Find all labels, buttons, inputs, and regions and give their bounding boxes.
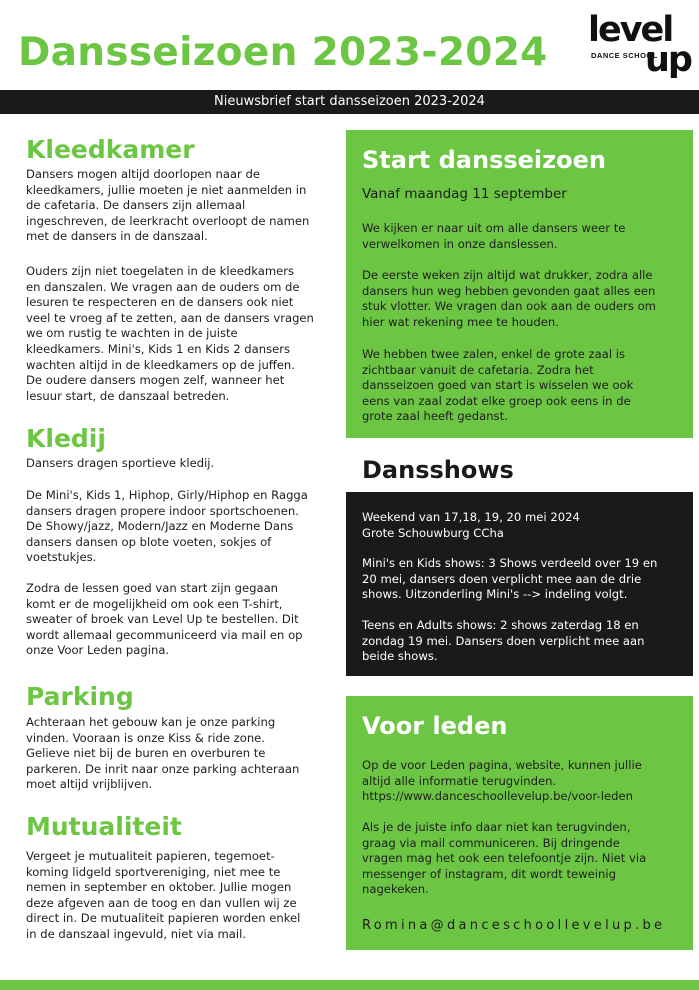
heading-kledij: Kledij <box>26 424 106 453</box>
dansshows-box <box>346 492 693 676</box>
logo-word-up: up <box>645 40 691 80</box>
kledij-paragraph-2: De Mini's, Kids 1, Hiphop, Girly/Hiphop en Ragga dansers dragen propere indoor sportschoenen. De Showy/jazz, Modern/Jazz en Moderne Dans dansers dansen op blote voeten, sokjes of voetstukjes. <box>26 488 308 565</box>
kleedkamer-paragraph-1: Dansers mogen altijd doorlopen naar de kleedkamers, jullie moeten je niet aanmelden in de cafetaria. De dansers zijn allemaal ingeschreven, de leerkracht overloopt de namen met de dansers in de danszaal. <box>26 167 310 244</box>
newsletter-banner: Nieuwsbrief start dansseizoen 2023-2024 <box>0 90 699 114</box>
shows-paragraph-3: Teens en Adults shows: 2 shows zaterdag 18 en zondag 19 mei. Dansers doen verplicht mee aan beide shows. <box>362 618 645 664</box>
start-dansseizoen-heading: Start dansseizoen <box>362 146 606 174</box>
start-paragraph-3: We hebben twee zalen, enkel de grote zaal is zichtbaar vanuit de cafetaria. Zodra het dansseizoen goed van start is wisselen we ook eens van zaal zodat elke groep ook eens in de grote zaal heeft gedanst. <box>362 347 634 424</box>
level-up-logo <box>588 10 691 82</box>
leden-paragraph-2: Als je de juiste info daar niet kan terugvinden, graag via mail communiceren. Bij dringende vragen mag het ook een telefoontje zijn. Niet via messenger of instagram, dit wordt teweinig nagekeken. <box>362 820 647 897</box>
voor-leden-heading: Voor leden <box>362 712 508 740</box>
start-dansseizoen-date: Vanaf maandag 11 september <box>362 186 567 202</box>
start-dansseizoen-box <box>346 130 693 438</box>
page-title: Dansseizoen 2023-2024 <box>18 30 548 75</box>
shows-paragraph-2: Mini's en Kids shows: 3 Shows verdeeld over 19 en 20 mei, dansers doen verplicht mee aan de drie shows. Uitzonderling Mini's --> indeling volgt. <box>362 556 658 602</box>
kledij-paragraph-3: Zodra de lessen goed van start zijn gegaan komt er de mogelijkheid om ook een T-shirt, sweater of broek van Level Up te bestellen. Dit wordt allemaal gecommuniceerd via mail en op onze Voor Leden pagina. <box>26 581 303 658</box>
footer-bar <box>0 980 699 990</box>
leden-paragraph-1: Op de voor Leden pagina, website, kunnen jullie altijd alle informatie terugvinden. https://www.danceschoollevelup.be/voor-leden <box>362 758 642 804</box>
shows-paragraph-1: Weekend van 17,18, 19, 20 mei 2024 Grote Schouwburg CCha <box>362 510 580 540</box>
kledij-paragraph-1: Dansers dragen sportieve kledij. <box>26 456 215 470</box>
contact-email[interactable]: Romina@danceschoollevelup.be <box>362 918 666 933</box>
start-paragraph-2: De eerste weken zijn altijd wat drukker, zodra alle dansers hun weg hebben gevonden gaat alles een stuk vlotter. We vragen dan ook aan de ouders om hier wat rekening mee te houden. <box>362 268 656 329</box>
heading-parking: Parking <box>26 682 134 711</box>
kleedkamer-paragraph-2: Ouders zijn niet toegelaten in de kleedkamers en danszalen. We vragen aan de ouders om de lesuren te respecteren en de dansers ook niet veel te vroeg af te zetten, aan de dansers vragen we om rustig te wachten in de juiste kleedkamers. Mini's, Kids 1 en Kids 2 dansers wachten altijd in de kleedkamers op de juffen. De oudere dansers mogen zelf, wanneer het lesuur start, de danszaal betreden. <box>26 264 314 403</box>
parking-paragraph: Achteraan het gebouw kan je onze parking vinden. Vooraan is onze Kiss & ride zone. Gelieve niet bij de buren en overburen te parkeren. De inrit naar onze parking achteraan moet altijd vrijblijven. <box>26 715 300 792</box>
heading-mutualiteit: Mutualiteit <box>26 812 182 841</box>
start-paragraph-1: We kijken er naar uit om alle dansers weer te verwelkomen in onze danslessen. <box>362 221 626 251</box>
voor-leden-box <box>346 696 693 950</box>
dansshows-heading: Dansshows <box>362 456 514 484</box>
logo-subtitle: DANCE SCHOOL <box>591 51 658 60</box>
logo-word-level: level <box>588 10 673 50</box>
heading-kleedkamer: Kleedkamer <box>26 135 195 164</box>
mutualiteit-paragraph: Vergeet je mutualiteit papieren, tegemoet- koming lidgeld sportvereniging, niet mee te nemen in september en oktober. Jullie mogen deze afgeven aan de toog en dan vullen wij ze direct in. De mutualiteit papieren worden enkel in de danszaal ingevuld, niet via mail. <box>26 849 301 941</box>
